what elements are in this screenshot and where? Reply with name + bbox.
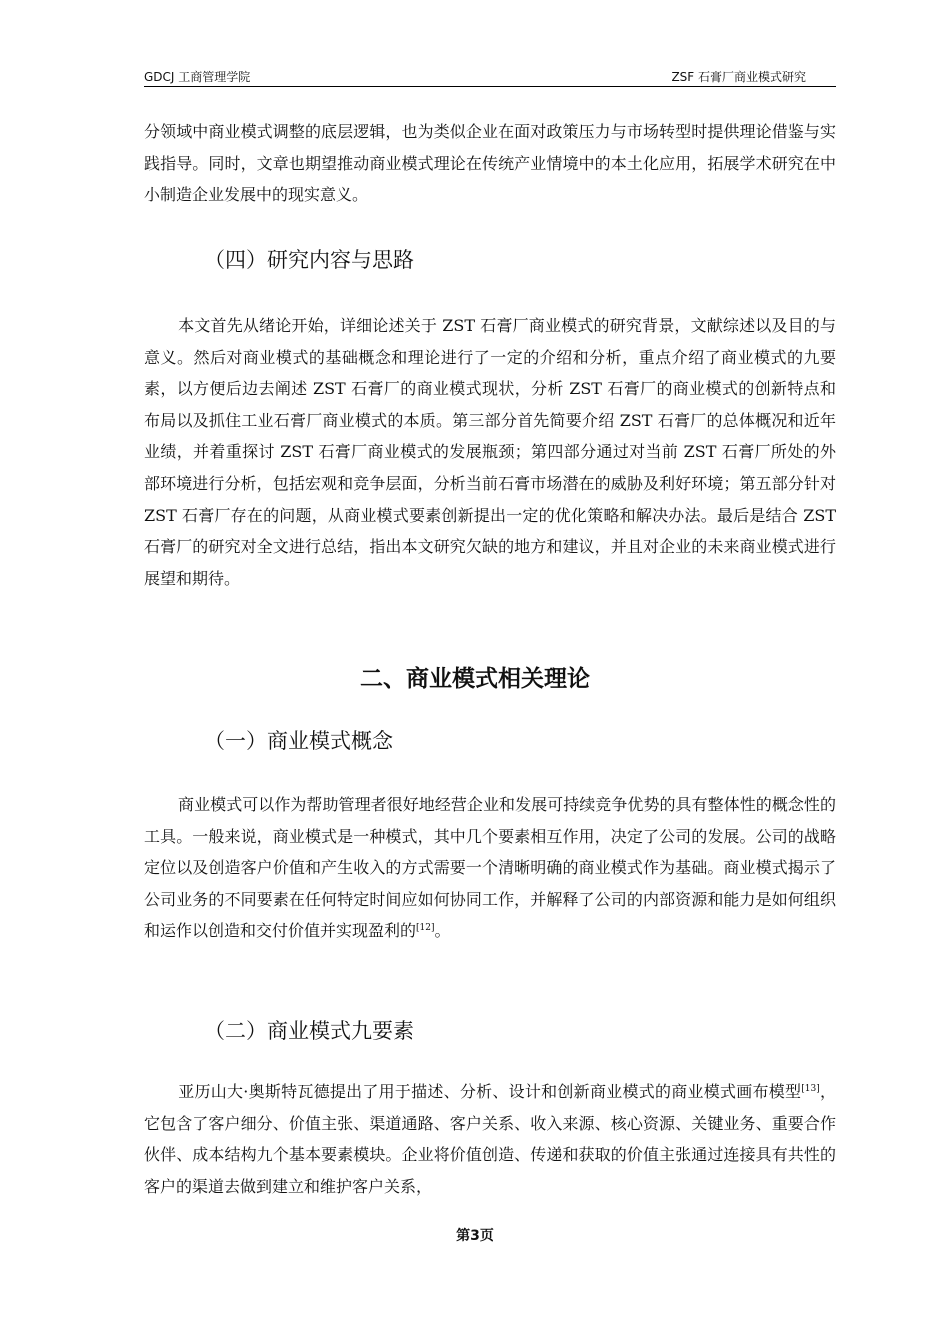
paragraph-research-outline-text: 本文首先从绪论开始，详细论述关于 ZST 石膏厂商业模式的研究背景，文献综述以及目的与意义。然后对商业模式的基础概念和理论进行了一定的介绍和分析，重点介绍了商业模式的九要素，以方便后边去阐述 ZST 石膏厂的商业模式现状，分析 ZST 石膏厂的商业模式的创新特点和布局以及抓住工业石膏厂商业模式的本质。第三部分首先简要介绍 ZST 石膏厂的总体概况和近年业绩，并着重探讨 ZST 石膏厂商业模式的发展瓶颈；第四部分通过对当前 ZST 石膏厂所处的外部环境进行分析，包括宏观和竞争层面，分析当前石膏市场潜在的威胁及利好环境；第五部分针对 ZST 石膏厂存在的问题，从商业模式要素创新提出一定的优化策略和解决办法。最后是结合 ZST 石膏厂的研究对全文进行总结，指出本文研究欠缺的地方和建议，并且对企业的未来商业模式进行展望和期待。 [144, 316, 836, 588]
chapter-heading: 二、商业模式相关理论 [360, 666, 590, 692]
paragraph-concept-end: 。 [434, 921, 451, 941]
paragraph-research-outline [144, 310, 836, 594]
header-paper-title: ZSF 石膏厂商业模式研究 [671, 70, 806, 84]
citation-12: [12] [416, 923, 435, 934]
paragraph-nine-elements-text-a: 亚历山大·奥斯特瓦德提出了用于描述、分析、设计和创新商业模式的商业模式画布模型 [178, 1082, 802, 1101]
paragraph-concept-text: 商业模式可以作为帮助管理者很好地经营企业和发展可持续竞争优势的具有整体性的概念性的工具。一般来说，商业模式是一种模式，其中几个要素相互作用，决定了公司的发展。公司的战略定位以及创造客户价值和产生收入的方式需要一个清晰明确的商业模式作为基础。商业模式揭示了公司业务的不同要素在任何特定时间应如何协同工作，并解释了公司的内部资源和能力是如何组织和运作以创造和交付价值并实现盈利的 [144, 795, 836, 941]
section-heading-concept: （一）商业模式概念 [204, 729, 393, 753]
page-header [144, 66, 836, 87]
citation-13: [13] [801, 1084, 820, 1094]
header-institution: GDCJ 工商管理学院 [144, 70, 251, 84]
paragraph-nine-elements [144, 1076, 836, 1202]
section-heading-nine-elements: （二）商业模式九要素 [204, 1019, 414, 1043]
paragraph-continuation: 分领域中商业模式调整的底层逻辑，也为类似企业在面对政策压力与市场转型时提供理论借鉴与实践指导。同时，文章也期望推动商业模式理论在传统产业情境中的本土化应用，拓展学术研究在中小制造企业发展中的现实意义。 [144, 122, 836, 205]
section-heading-research-content: （四）研究内容与思路 [204, 248, 414, 272]
paragraph-nine-elements-text-b: ，它包含了客户细分、价值主张、渠道通路、客户关系、收入来源、核心资源、关键业务、重要合作伙伴、成本结构九个基本要素模块。企业将价值创造、传递和获取的价值主张通过连接具有共性的客户的渠道去做到建立和维护客户关系， [144, 1082, 836, 1196]
paragraph-concept [144, 789, 836, 947]
page-number: 第3页 [456, 1228, 494, 1244]
